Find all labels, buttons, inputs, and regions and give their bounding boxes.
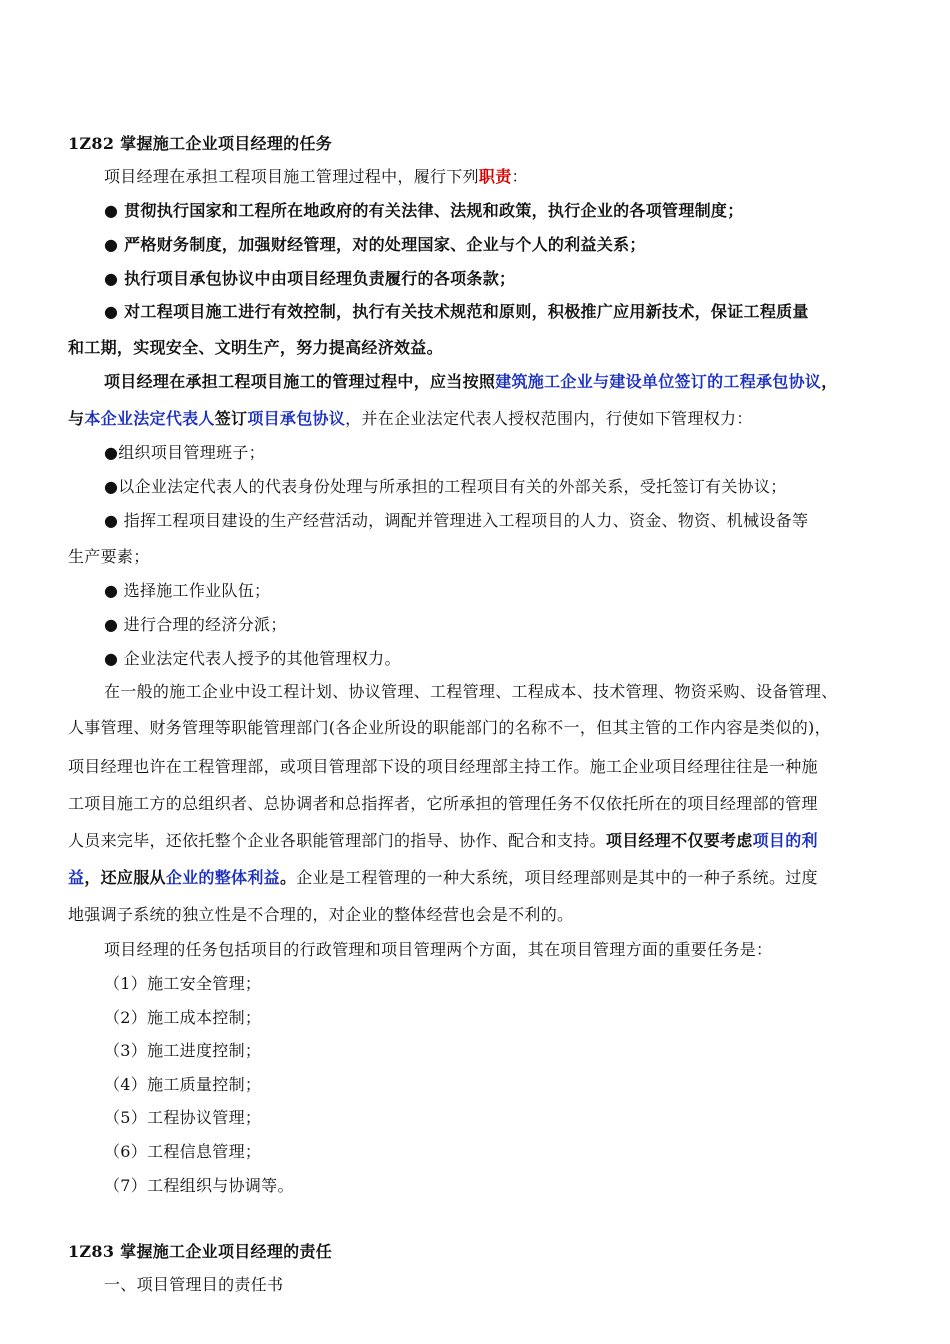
duty-item: ● 执行项目承包协议中由项目经理负责履行的各项条款； (104, 269, 516, 288)
power-item-continued: 生产要素； (68, 547, 150, 566)
dept-para-line: 项目经理也许在工程管理部，或项目管理部下设的项目经理部主持工作。施工企业项目经理往往是一种施 (68, 757, 818, 776)
power-para-line1: 项目经理在承担工程项目施工的管理过程中，应当按照建筑施工企业与建设单位签订的工程承包协议， (104, 372, 838, 391)
power-item: ●以企业法定代表人的代表身份处理与所承担的工程项目有关的外部关系，受托签订有关协议； (104, 477, 787, 496)
legal-rep-text: 本企业法定代表人 (84, 409, 215, 428)
duty-item: ● 贯彻执行国家和工程所在地政府的有关法律、法规和政策，执行企业的各项管理制度； (104, 201, 744, 220)
task-item: （6）工程信息管理； (104, 1142, 262, 1161)
duty-item: ● 对工程项目施工进行有效控制，执行有关技术规范和原则，积极推广应用新技术，保证工程质量 (104, 302, 809, 321)
task-item: （5）工程协议管理； (104, 1108, 262, 1127)
power-item: ● 选择施工作业队伍； (104, 581, 271, 600)
power-item: ● 指挥工程项目建设的生产经营活动，调配并管理进入工程项目的人力、资金、物资、机械设备等 (104, 511, 809, 530)
task-intro: 项目经理的任务包括项目的行政管理和项目管理两个方面，其在项目管理方面的重要任务是： (104, 940, 773, 959)
heading-text: 1Z82 掌握施工企业项目经理的任务 (68, 134, 333, 153)
heading-text: 1Z83 掌握施工企业项目经理的责任 (68, 1242, 333, 1261)
section-heading-1z83 (68, 1242, 888, 1262)
dept-para-line: 在一般的施工企业中设工程计划、协议管理、工程管理、工程成本、技术管理、物资采购、设备管理、 (104, 682, 838, 701)
power-item: ● 企业法定代表人授予的其他管理权力。 (104, 649, 401, 668)
project-interest-text: 项目的利 (752, 831, 818, 850)
subsection-title: 一、项目管理目的责任书 (104, 1275, 284, 1294)
task-item: （1）施工安全管理； (104, 974, 262, 993)
task-item: （4）施工质量控制； (104, 1075, 262, 1094)
task-item: （7）工程组织与协调等。 (104, 1176, 294, 1195)
intro-punct: ： (511, 167, 528, 186)
dept-para-line: 益，还应服从企业的整体利益。企业是工程管理的一种大系统，项目经理部则是其中的一种子系统。过度 (68, 868, 818, 887)
duties-intro (104, 167, 924, 187)
dept-para-line: 地强调子系统的独立性是不合理的，对企业的整体经营也会是不利的。 (68, 905, 574, 924)
intro-text: 项目经理在承担工程项目施工管理过程中，履行下列 (104, 167, 479, 186)
power-para-line2: 与本企业法定代表人签订项目承包协议，并在企业法定代表人授权范围内，行使如下管理权力： (68, 409, 753, 428)
intro-highlight: 职责 (478, 167, 512, 186)
power-item: ● 进行合理的经济分派； (104, 615, 287, 634)
task-item: （3）施工进度控制； (104, 1041, 262, 1060)
dept-para-line: 工项目施工方的总组织者、总协调者和总指挥者，它所承担的管理任务不仅依托所在的项目经理部的管理 (68, 794, 818, 813)
contract-link-text: 建筑施工企业与建设单位签订的工程承包协议 (495, 372, 822, 391)
dept-para-line: 人事管理、财务管理等职能管理部门(各企业所设的职能部门的名称不一，但其主管的工作内容是类似的)， (68, 718, 831, 737)
duty-item-continued: 和工期，实现安全、文明生产，努力提高经济效益。 (68, 338, 443, 357)
enterprise-interest-text: 企业的整体利益 (165, 868, 280, 887)
power-item: ●组织项目管理班子； (104, 443, 265, 462)
project-contract-text: 项目承包协议 (247, 409, 346, 428)
section-heading-1z82 (68, 134, 888, 154)
task-item: （2）施工成本控制； (104, 1008, 262, 1027)
dept-para-line: 人员来完毕，还依托整个企业各职能管理部门的指导、协作、配合和支持。项目经理不仅要考虑项目的利 (68, 831, 818, 850)
duty-item: ● 严格财务制度，加强财经管理，对的处理国家、企业与个人的利益关系； (104, 235, 646, 254)
